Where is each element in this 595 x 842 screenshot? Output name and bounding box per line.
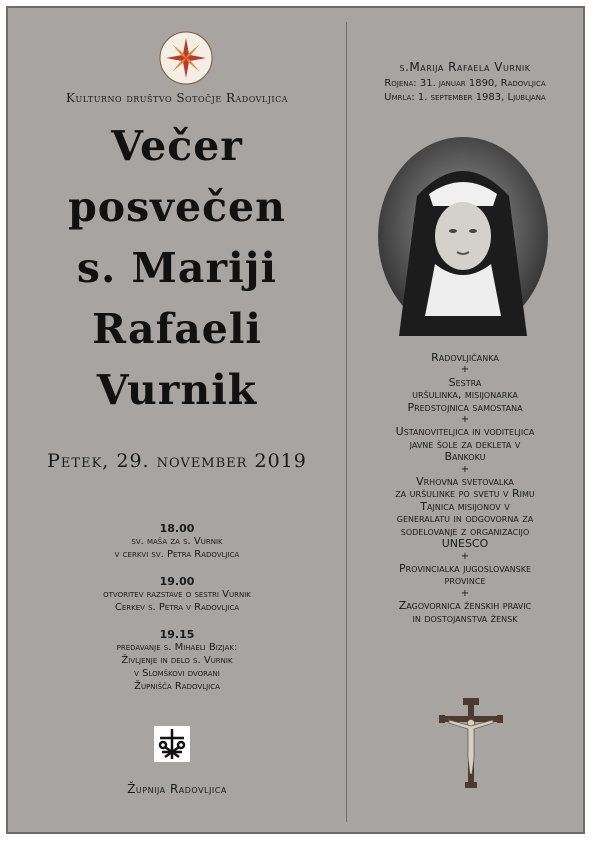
portrait-photo [377,136,549,336]
schedule-line: sv. maša za s. Vurnik [131,536,223,547]
right-column [347,8,583,836]
schedule-time: 19.00 [159,575,195,588]
crucifix-icon [439,698,503,788]
bio-line: za uršulinke po svetu v Rimu [395,487,535,501]
bio-line: Bankoku [444,450,486,464]
bio-line: Vrhovna svetovalka [416,475,514,489]
parish-name: Župnija Radovljica [127,782,227,796]
bio-line: generalatu in odgovorna za [396,512,534,526]
bio-line: javne šole za dekleta v [409,437,521,451]
schedule-line: Župnišča Radovljica [134,681,220,692]
separator: + [460,587,470,599]
bio-line: Ustanoviteljica in voditeljica [395,425,535,439]
title-line: s. Mariji [76,244,278,292]
bio-line: Tajnica misijonov v [420,499,510,513]
schedule-time: 19.15 [159,628,195,641]
schedule-line: otvoritev razstave o sestri Vurnik [103,589,251,600]
bio-line: in dostojanstva žensk [412,611,518,625]
poster [6,6,585,834]
bio-line: Predstojnica samostana [407,400,523,414]
schedule-line: v Slomškovi dvorani [134,668,220,679]
title-line: Rafaeli [91,305,263,353]
bio-line: Provincialka jugoslovanske [398,561,532,575]
bio-line: Sestra [448,375,482,389]
schedule-line: Življenje in delo s. Vurnik [121,655,233,666]
star-emblem-icon [158,30,214,86]
separator: + [460,550,470,562]
birth-info: Rojena: 31. januar 1890, Radovljica [384,78,546,89]
separator: + [460,463,470,475]
bio-line: UNESCO [441,537,489,551]
event-date: Petek, 29. november 2019 [47,450,307,472]
schedule-item [8,522,346,561]
schedule-item [8,575,346,614]
society-name: Kulturno društvo Sotočje Radovljica [65,91,288,105]
person-name: s.Marija Rafaela Vurnik [399,60,531,74]
title-line: Večer [111,122,243,170]
bio-line: sodelovanje z organizacijo [400,524,530,538]
separator: + [460,414,470,426]
schedule-line: v cerkvi sv. Petra Radovljica [114,549,240,560]
schedule-line: Cerkev s. Petra v Radovljica [114,602,240,613]
bio-line: Radovljičanka [431,351,499,364]
death-info: Umrla: 1. september 1983, Ljubljana [384,92,546,103]
keys-cross-icon [154,726,190,762]
bio-line: province [444,574,486,588]
left-column [8,8,346,836]
title-line: posvečen [68,183,286,231]
bio-line: uršulinka, misijonarka [412,388,518,402]
schedule-time: 18.00 [159,522,195,535]
bio-line: Zagovornica ženskih pravic [398,599,532,613]
schedule-item [8,628,346,693]
schedule-line: predavanje s. Mihaeli Bizjak: [116,642,238,653]
title-line: Vurnik [96,366,258,414]
event-title [8,116,346,421]
biography [347,352,583,625]
separator: + [460,364,470,376]
